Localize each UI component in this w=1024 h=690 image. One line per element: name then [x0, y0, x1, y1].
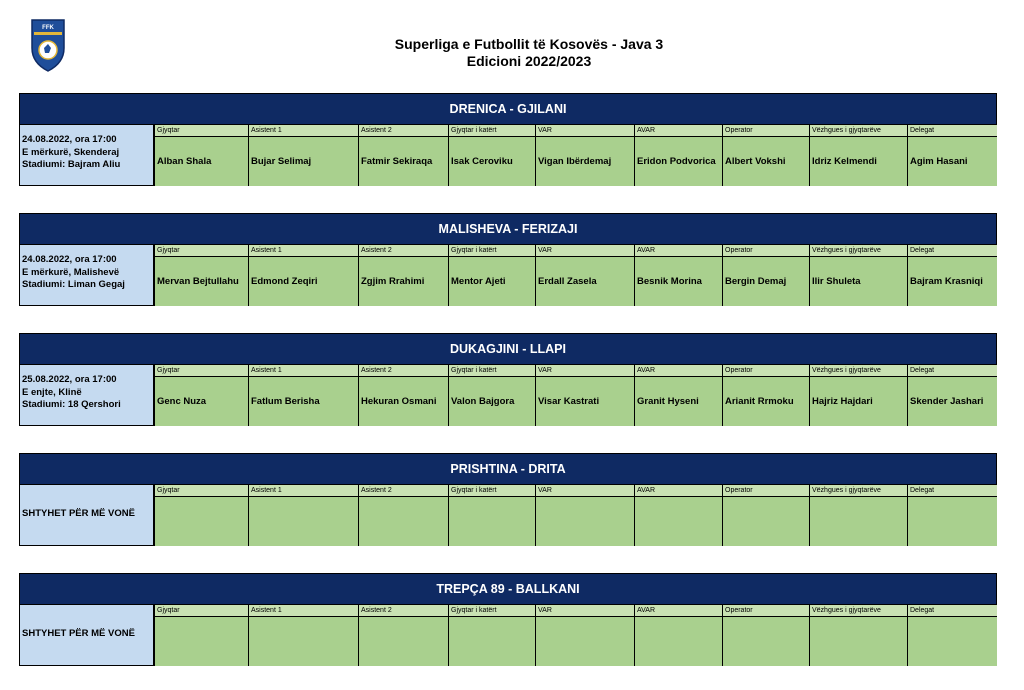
role-label: Asistent 1	[248, 125, 358, 137]
match-teams-header: TREPÇA 89 - BALLKANI	[19, 573, 997, 605]
role-label: Asistent 2	[358, 365, 448, 377]
role-label: Operator	[722, 365, 809, 377]
match-info	[19, 125, 154, 186]
match-teams-header: PRISHTINA - DRITA	[19, 453, 997, 485]
role-label: Gjyqtar i katërt	[448, 485, 535, 497]
role-label: VAR	[535, 605, 634, 617]
role-label: Gjyqtar	[154, 365, 248, 377]
officials-grid	[154, 485, 997, 546]
document-title: Superliga e Futbollit të Kosovës - Java 3	[394, 36, 664, 52]
official-name: Bujar Selimaj	[248, 137, 358, 186]
role-label: Gjyqtar i katërt	[448, 365, 535, 377]
role-label: VAR	[535, 125, 634, 137]
match-info	[19, 365, 154, 426]
match-info-line: SHTYHET PËR MË VONË	[22, 508, 135, 519]
official-name: Ilir Shuleta	[809, 257, 907, 306]
role-label: Operator	[722, 605, 809, 617]
official-name: Vigan Ibërdemaj	[535, 137, 634, 186]
role-label: Delegat	[907, 245, 997, 257]
official-name: Alban Shala	[154, 137, 248, 186]
match-info-line: 24.08.2022, ora 17:00	[22, 134, 117, 145]
role-label: Delegat	[907, 125, 997, 137]
role-label: Delegat	[907, 605, 997, 617]
role-label: VAR	[535, 485, 634, 497]
official-name	[448, 497, 535, 546]
role-label: Operator	[722, 485, 809, 497]
match-info-line: E mërkurë, Skenderaj	[22, 146, 120, 158]
official-name: Mentor Ajeti	[448, 257, 535, 306]
role-label: Delegat	[907, 365, 997, 377]
match-info-line: Stadiumi: Bajram Aliu	[22, 159, 121, 170]
officials-grid	[154, 245, 997, 306]
official-name	[907, 617, 997, 666]
official-name: Genc Nuza	[154, 377, 248, 426]
official-name	[722, 497, 809, 546]
official-name	[809, 617, 907, 666]
official-name: Hekuran Osmani	[358, 377, 448, 426]
role-label: AVAR	[634, 125, 722, 137]
role-label: Gjyqtar	[154, 245, 248, 257]
match-block	[19, 573, 997, 690]
official-name: Fatmir Sekiraqa	[358, 137, 448, 186]
official-name	[358, 497, 448, 546]
match-info	[19, 605, 154, 666]
role-label: Vëzhgues i gjyqtarëve	[809, 125, 907, 137]
role-label: Asistent 2	[358, 485, 448, 497]
official-name	[634, 497, 722, 546]
role-label: Asistent 1	[248, 245, 358, 257]
role-label: Gjyqtar i katërt	[448, 245, 535, 257]
official-name: Bajram Krasniqi	[907, 257, 997, 306]
official-name	[154, 497, 248, 546]
document-subtitle: Edicioni 2022/2023	[466, 53, 592, 69]
role-label: Asistent 1	[248, 605, 358, 617]
role-label: VAR	[535, 245, 634, 257]
match-info-line: E enjte, Klinë	[22, 386, 82, 398]
officials-grid	[154, 365, 997, 426]
official-name	[634, 617, 722, 666]
match-teams-header: MALISHEVA - FERIZAJI	[19, 213, 997, 245]
role-label: Operator	[722, 245, 809, 257]
match-teams-header: DRENICA - GJILANI	[19, 93, 997, 125]
match-info-line: 24.08.2022, ora 17:00	[22, 254, 117, 265]
role-label: Vëzhgues i gjyqtarëve	[809, 365, 907, 377]
role-label: Gjyqtar	[154, 605, 248, 617]
match-info-line: Stadiumi: 18 Qershori	[22, 399, 121, 410]
official-name: Eridon Podvorica	[634, 137, 722, 186]
official-name: Granit Hyseni	[634, 377, 722, 426]
role-label: Delegat	[907, 485, 997, 497]
official-name	[358, 617, 448, 666]
role-label: AVAR	[634, 485, 722, 497]
official-name	[248, 497, 358, 546]
role-label: Gjyqtar	[154, 125, 248, 137]
role-label: Asistent 2	[358, 245, 448, 257]
role-label: Gjyqtar	[154, 485, 248, 497]
official-name	[535, 617, 634, 666]
document-header	[0, 36, 1024, 70]
match-info-line: SHTYHET PËR MË VONË	[22, 628, 135, 639]
official-name: Hajriz Hajdari	[809, 377, 907, 426]
official-name: Bergin Demaj	[722, 257, 809, 306]
officials-grid	[154, 605, 997, 666]
match-info-line: Stadiumi: Liman Gegaj	[22, 279, 125, 290]
official-name: Idriz Kelmendi	[809, 137, 907, 186]
role-label: AVAR	[634, 365, 722, 377]
match-info-line: E mërkurë, Malishevë	[22, 266, 120, 278]
role-label: Asistent 1	[248, 365, 358, 377]
official-name	[248, 617, 358, 666]
match-info-line: 25.08.2022, ora 17:00	[22, 374, 117, 385]
officials-grid	[154, 125, 997, 186]
official-name: Isak Ceroviku	[448, 137, 535, 186]
role-label: Asistent 2	[358, 605, 448, 617]
official-name: Zgjim Rrahimi	[358, 257, 448, 306]
match-info	[19, 485, 154, 546]
official-name	[722, 617, 809, 666]
role-label: Vëzhgues i gjyqtarëve	[809, 245, 907, 257]
match-info	[19, 245, 154, 306]
role-label: Operator	[722, 125, 809, 137]
official-name: Valon Bajgora	[448, 377, 535, 426]
official-name: Edmond Zeqiri	[248, 257, 358, 306]
official-name: Fatlum Berisha	[248, 377, 358, 426]
official-name: Agim Hasani	[907, 137, 997, 186]
official-name: Visar Kastrati	[535, 377, 634, 426]
official-name: Erdall Zasela	[535, 257, 634, 306]
official-name	[907, 497, 997, 546]
role-label: Asistent 1	[248, 485, 358, 497]
role-label: Vëzhgues i gjyqtarëve	[809, 485, 907, 497]
role-label: AVAR	[634, 245, 722, 257]
match-teams-header: DUKAGJINI - LLAPI	[19, 333, 997, 365]
role-label: AVAR	[634, 605, 722, 617]
official-name: Arianit Rrmoku	[722, 377, 809, 426]
official-name	[154, 617, 248, 666]
role-label: Vëzhgues i gjyqtarëve	[809, 605, 907, 617]
official-name: Albert Vokshi	[722, 137, 809, 186]
role-label: Gjyqtar i katërt	[448, 125, 535, 137]
role-label: Gjyqtar i katërt	[448, 605, 535, 617]
official-name	[535, 497, 634, 546]
svg-text:FFK: FFK	[42, 25, 54, 31]
role-label: VAR	[535, 365, 634, 377]
official-name	[809, 497, 907, 546]
official-name: Mervan Bejtullahu	[154, 257, 248, 306]
official-name: Skender Jashari	[907, 377, 997, 426]
official-name	[448, 617, 535, 666]
official-name: Besnik Morina	[634, 257, 722, 306]
role-label: Asistent 2	[358, 125, 448, 137]
